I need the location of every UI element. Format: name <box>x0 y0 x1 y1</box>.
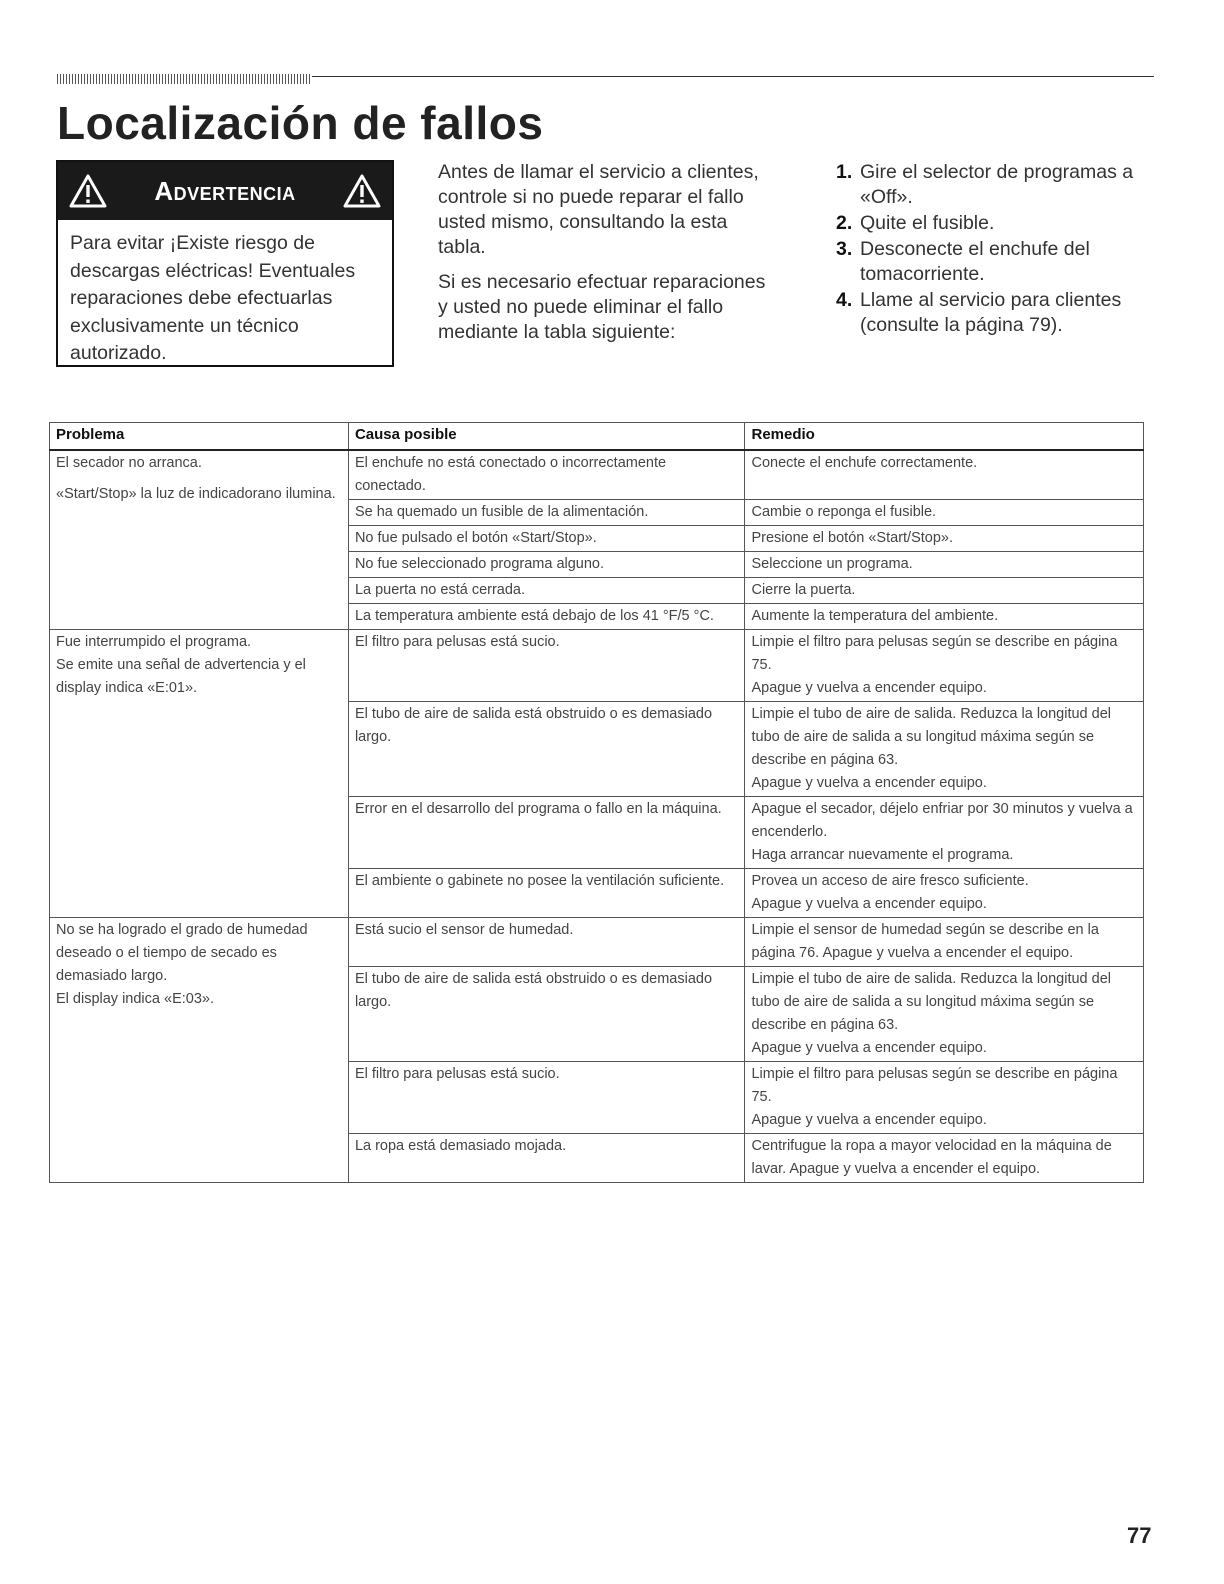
table-header-row <box>50 423 1144 451</box>
table-row <box>50 918 1144 967</box>
cause-cell: El filtro para pelusas está sucio. <box>348 1062 745 1134</box>
problem-text: Fue interrumpido el programa. <box>56 634 252 650</box>
remedy-cell: Conecte el enchufe correctamente. <box>745 450 1144 500</box>
warning-box <box>56 160 394 367</box>
remedy-cell: Aumente la temperatura del ambiente. <box>745 604 1144 630</box>
column-header-cause: Causa posible <box>348 423 745 451</box>
intro-paragraph: Antes de llamar el servicio a clientes, controle si no puede reparar el fallo usted mismo, consultando la esta tabla. <box>438 161 759 258</box>
problem-cell <box>50 630 349 918</box>
remedy-cell: Limpie el tubo de aire de salida. Reduzca la longitud del tubo de aire de salida a su longitud máxima según se describe en página 63. Apague y vuelva a encender equipo. <box>745 967 1144 1062</box>
cause-cell: No fue seleccionado programa alguno. <box>348 552 745 578</box>
cause-cell: El ambiente o gabinete no posee la ventilación suficiente. <box>348 869 745 918</box>
column-header-problem: Problema <box>50 423 349 451</box>
cause-cell: El filtro para pelusas está sucio. <box>348 630 745 702</box>
cause-cell: El enchufe no está conectado o incorrectamente conectado. <box>348 450 745 500</box>
step-number: 2. <box>836 212 853 234</box>
step-number: 4. <box>836 289 853 311</box>
step-item <box>836 160 1156 210</box>
cause-cell: La puerta no está cerrada. <box>348 578 745 604</box>
problem-text: No se ha logrado el grado de humedad deseado o el tiempo de secado es demasiado largo. <box>56 922 308 984</box>
step-number: 3. <box>836 238 853 260</box>
warning-header <box>58 162 392 220</box>
step-item <box>836 237 1156 287</box>
remedy-cell: Apague el secador, déjelo enfriar por 30 minutos y vuelva a encenderlo. Haga arrancar nuevamente el programa. <box>745 797 1144 869</box>
cause-cell: La temperatura ambiente está debajo de los 41 °F/5 °C. <box>348 604 745 630</box>
problem-text: El secador no arranca. <box>56 455 202 471</box>
column-header-remedy: Remedio <box>745 423 1144 451</box>
remedy-cell: Presione el botón «Start/Stop». <box>745 526 1144 552</box>
remedy-cell: Limpie el filtro para pelusas según se describe en página 75. Apague y vuelva a encender equipo. <box>745 1062 1144 1134</box>
cause-cell: Está sucio el sensor de humedad. <box>348 918 745 967</box>
remedy-cell: Limpie el sensor de humedad según se describe en la página 76. Apague y vuelva a encender el equipo. <box>745 918 1144 967</box>
problem-text: Se emite una señal de advertencia y el display indica «E:01». <box>56 657 306 696</box>
warning-title: Advertencia <box>154 175 296 206</box>
intro-paragraph: Si es necesario efectuar reparaciones y usted no puede eliminar el fallo mediante la tabla siguiente: <box>438 271 766 343</box>
remedy-cell: Centrifugue la ropa a mayor velocidad en la máquina de lavar. Apague y vuelva a encender el equipo. <box>745 1134 1144 1183</box>
remedy-cell: Cambie o reponga el fusible. <box>745 500 1144 526</box>
cause-cell: Error en el desarrollo del programa o fallo en la máquina. <box>348 797 745 869</box>
warning-triangle-icon <box>342 173 382 209</box>
step-text: Llame al servicio para clientes (consulte la página 79). <box>860 289 1122 336</box>
page-number: 77 <box>1127 1523 1152 1548</box>
table-row <box>50 630 1144 702</box>
cause-cell: El tubo de aire de salida está obstruido o es demasiado largo. <box>348 967 745 1062</box>
remedy-cell: Limpie el tubo de aire de salida. Reduzca la longitud del tubo de aire de salida a su longitud máxima según se describe en página 63. Apague y vuelva a encender equipo. <box>745 702 1144 797</box>
problem-text: El display indica «E:03». <box>56 991 214 1007</box>
troubleshooting-table <box>49 422 1144 1183</box>
remedy-cell: Limpie el filtro para pelusas según se describe en página 75. Apague y vuelva a encender equipo. <box>745 630 1144 702</box>
cause-cell: No fue pulsado el botón «Start/Stop». <box>348 526 745 552</box>
step-text: Gire el selector de programas a «Off». <box>860 161 1134 208</box>
remedy-cell: Provea un acceso de aire fresco suficiente. Apague y vuelva a encender equipo. <box>745 869 1144 918</box>
problem-cell <box>50 918 349 1183</box>
header-hatch-bar <box>57 74 312 84</box>
intro-text <box>438 160 778 355</box>
warning-triangle-icon <box>68 173 108 209</box>
step-number: 1. <box>836 161 853 183</box>
problem-text: «Start/Stop» la luz de indicadorano ilumina. <box>56 486 336 502</box>
step-item <box>836 288 1156 338</box>
cause-cell: La ropa está demasiado mojada. <box>348 1134 745 1183</box>
warning-text: Para evitar ¡Existe riesgo de descargas eléctricas! Eventuales reparaciones debe efectuarlas exclusivamente un técnico autorizado. <box>70 232 356 364</box>
cause-cell: Se ha quemado un fusible de la alimentación. <box>348 500 745 526</box>
page-title: Localización de fallos <box>57 97 544 149</box>
table-row <box>50 450 1144 500</box>
steps-list <box>836 160 1156 339</box>
remedy-cell: Seleccione un programa. <box>745 552 1144 578</box>
step-item <box>836 211 1156 236</box>
step-text: Desconecte el enchufe del tomacorriente. <box>860 238 1090 285</box>
header-rule <box>312 76 1154 77</box>
remedy-cell: Cierre la puerta. <box>745 578 1144 604</box>
problem-cell <box>50 450 349 630</box>
cause-cell: El tubo de aire de salida está obstruido o es demasiado largo. <box>348 702 745 797</box>
step-text: Quite el fusible. <box>860 212 995 234</box>
